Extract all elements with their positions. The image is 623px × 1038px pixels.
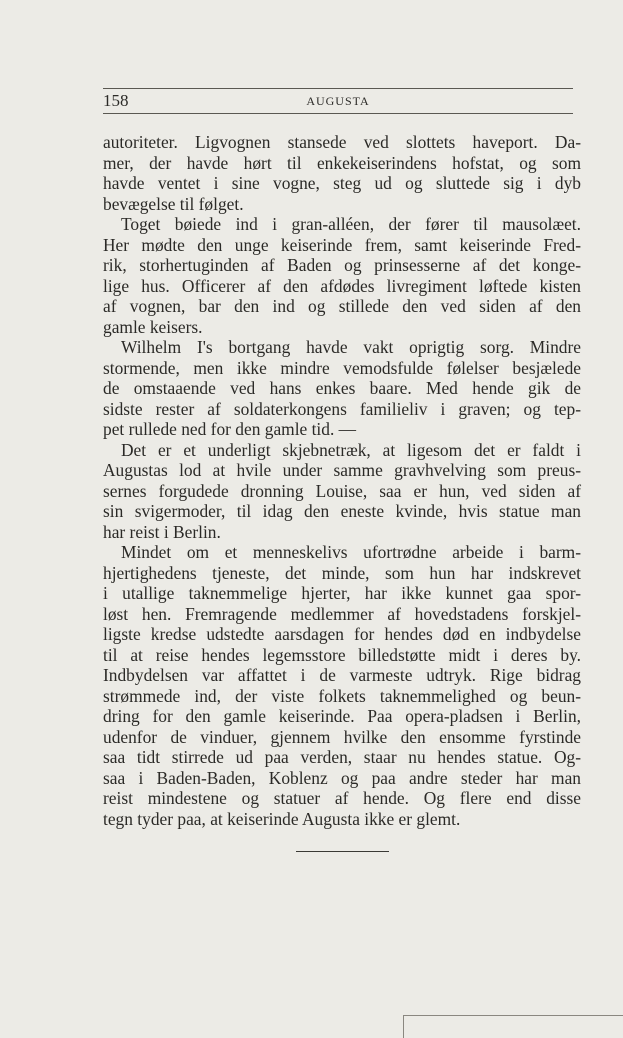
text-line: Wilhelm I's bortgang havde vakt oprigtig sorg. Mindre (121, 337, 581, 357)
text-line: stormende, men ikke mindre vemodsfulde følelser besjælede (103, 357, 581, 378)
paragraph (103, 440, 581, 543)
running-head: AUGUSTA (306, 94, 370, 108)
text-line: Toget bøiede ind i gran-alléen, der fører til mausolæet. (121, 214, 581, 234)
paragraph (103, 214, 581, 337)
text-line: saa i Baden-Baden, Koblenz og paa andre steder har man (103, 767, 581, 788)
text-line: sin svigermoder, til idag den eneste kvinde, hvis statue man (103, 501, 581, 521)
text-line: Det er et underligt skjebnetræk, at ligesom det er faldt i (121, 439, 581, 460)
text-line: løst hen. Fremragende medlemmer af hovedstadens forskjel- (103, 603, 581, 624)
text-line: mer, der havde hørt til enkekeiserindens hofstat, og som (103, 152, 581, 173)
page-edge-mark (403, 1015, 623, 1038)
text-line: reist mindestene og statuer af hende. Og flere end disse (103, 788, 581, 808)
page-number: 158 (103, 91, 129, 110)
paragraph (103, 132, 581, 214)
text-line: sernes forgudede dronning Louise, saa er hun, ved siden af (103, 480, 581, 501)
text-line: gamle keisers. (103, 316, 203, 337)
page-header (103, 88, 573, 114)
text-line: Mindet om et menneskelivs ufortrødne arbeide i barm- (121, 542, 581, 562)
text-line: saa tidt stirrede ud paa verden, staar nu hendes statue. Og- (103, 747, 581, 767)
body-text (103, 132, 581, 829)
section-end-rule (296, 851, 389, 852)
text-line: Her mødte den unge keiserinde frem, samt keiserinde Fred- (103, 234, 581, 255)
text-line: bevægelse til følget. (103, 193, 244, 214)
text-line: strømmede ind, der viste folkets taknemmelighed og beun- (103, 685, 581, 706)
text-line: Augustas lod at hvile under samme gravhvelving som preus- (103, 460, 581, 480)
paragraph (103, 337, 581, 440)
text-line: rik, storhertuginden af Baden og prinsesserne af det konge- (103, 255, 581, 275)
text-line: pet rullede ned for den gamle tid. — (103, 419, 357, 439)
text-line: Indbydelsen var affattet i de varmeste udtryk. Rige bidrag (103, 665, 581, 685)
text-line: til at reise hendes legemsstore billedstøtte midt i deres by. (103, 644, 581, 665)
text-line: dring for den gamle keiserinde. Paa opera-pladsen i Berlin, (103, 706, 581, 726)
text-line: hjertighedens tjeneste, det minde, som hun har indskrevet (103, 562, 581, 583)
text-line: tegn tyder paa, at keiserinde Augusta ikke er glemt. (103, 808, 461, 829)
text-line: ligste kredse udstedte aarsdagen for hendes død en indbydelse (103, 624, 581, 644)
text-line: udenfor de vinduer, gjennem hvilke den ensomme fyrstinde (103, 726, 581, 747)
text-line: sidste rester af soldaterkongens familieliv i graven; og tep- (103, 398, 581, 419)
text-line: lige hus. Officerer af den afdødes livregiment løftede kisten (103, 275, 581, 296)
text-line: af vognen, bar den ind og stillede den ved siden af den (103, 296, 581, 316)
text-line: i utallige taknemmelige hjerter, har ikke kunnet gaa spor- (103, 583, 581, 603)
text-line: de omstaaende ved hans enkes baare. Med hende gik de (103, 378, 581, 398)
text-line: havde ventet i sine vogne, steg ud og sluttede sig i dyb (103, 173, 581, 193)
text-line: har reist i Berlin. (103, 521, 221, 542)
text-line: autoriteter. Ligvognen stansede ved slottets haveport. Da- (103, 132, 581, 152)
paragraph (103, 542, 581, 829)
